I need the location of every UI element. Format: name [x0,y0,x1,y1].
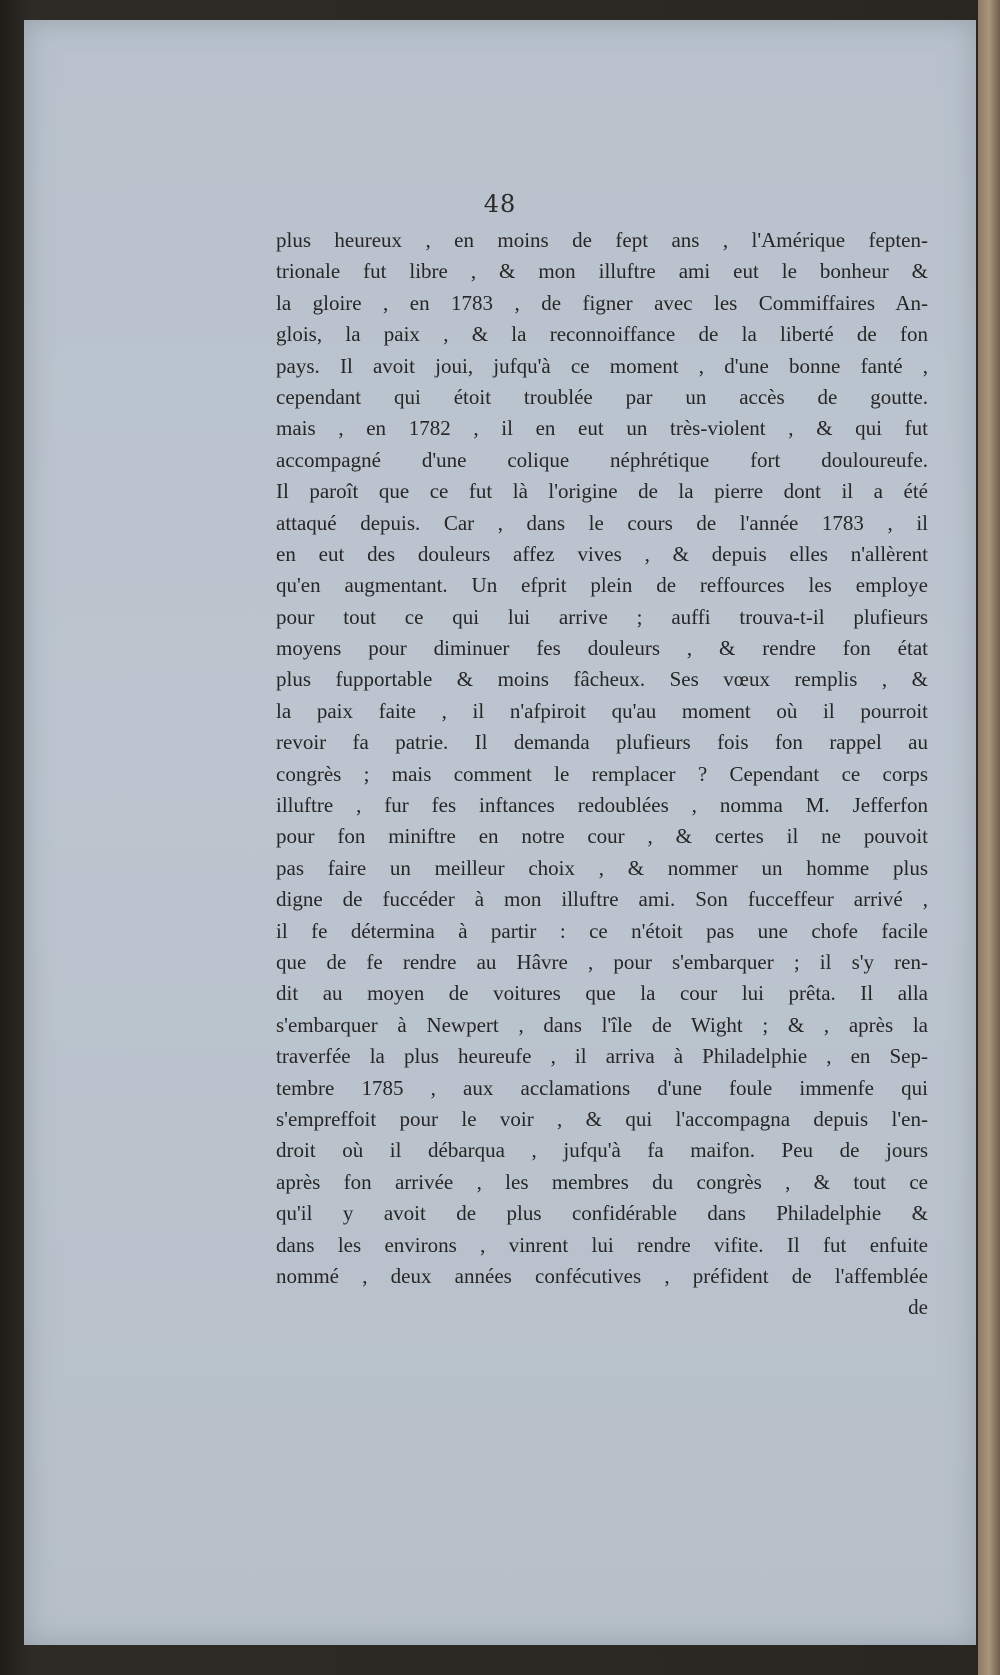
catchword: de [908,1295,928,1320]
text-line: s'embarquer à Newpert , dans l'île de Wight ; & , après la [276,1012,928,1037]
text-line: glois, la paix , & la reconnoiffance de la liberté de fon [276,322,928,347]
text-line: nommé , deux années confécutives , préfident de l'affemblée [276,1263,928,1288]
text-line: trionale fut libre , & mon illuftre ami eut le bonheur & [276,259,928,284]
text-line: pour fon miniftre en notre cour , & certes il ne pouvoit [276,824,928,849]
text-line: attaqué depuis. Car , dans le cours de l'année 1783 , il [276,510,928,535]
text-line: droit où il débarqua , jufqu'à fa maifon. Peu de jours [276,1138,928,1163]
text-line: que de fe rendre au Hâvre , pour s'embarquer ; il s'y ren- [276,949,928,974]
text-line: la paix faite , il n'afpiroit qu'au moment où il pourroit [276,698,928,723]
text-line: cependant qui étoit troublée par un accès de goutte. [276,384,928,409]
text-line: plus fupportable & moins fâcheux. Ses vœux remplis , & [276,667,928,692]
text-line: accompagné d'une colique néphrétique fort douloureufe. [276,447,928,472]
page-number: 48 [483,190,517,218]
text-line: plus heureux , en moins de fept ans , l'Amérique fepten- [276,228,928,252]
text-line: moyens pour diminuer fes douleurs , & rendre fon état [276,636,928,661]
text-line: revoir fa patrie. Il demanda plufieurs fois fon rappel au [276,730,928,755]
text-line: s'empreffoit pour le voir , & qui l'accompagna depuis l'en- [276,1106,928,1131]
text-line: Il paroît que ce fut là l'origine de la pierre dont il a été [276,479,928,504]
text-line: digne de fuccéder à mon illuftre ami. Son fucceffeur arrivé , [276,887,928,912]
text-line: dans les environs , vinrent lui rendre vifite. Il fut enfuite [276,1232,928,1257]
text-line: mais , en 1782 , il en eut un très-violent , & qui fut [276,416,928,441]
text-line: illuftre , fur fes inftances redoublées , nomma M. Jefferfon [276,793,928,818]
adjacent-page-edge [978,0,1000,1675]
text-line: il fe détermina à partir : ce n'étoit pas une chofe facile [276,918,928,943]
text-line: pays. Il avoit joui, jufqu'à ce moment , d'une bonne fanté , [276,353,928,378]
text-line: la gloire , en 1783 , de figner avec les Commiffaires An- [276,290,928,315]
text-line: dit au moyen de voitures que la cour lui prêta. Il alla [276,981,928,1006]
text-line: qu'il y avoit de plus confidérable dans Philadelphie & [276,1201,928,1226]
text-line: en eut des douleurs affez vives , & depuis elles n'allèrent [276,541,928,566]
book-page [24,20,976,1645]
text-line: après fon arrivée , les membres du congrès , & tout ce [276,1169,928,1194]
text-line: pour tout ce qui lui arrive ; auffi trouva-t-il plufieurs [276,604,928,629]
text-line: tembre 1785 , aux acclamations d'une foule immenfe qui [276,1075,928,1100]
body-text [276,225,928,1324]
text-line: pas faire un meilleur choix , & nommer un homme plus [276,855,928,880]
text-line: traverfée la plus heureufe , il arriva à Philadelphie , en Sep- [276,1044,928,1069]
text-line: congrès ; mais comment le remplacer ? Cependant ce corps [276,761,928,786]
text-line: qu'en augmentant. Un efprit plein de reffources les employe [276,573,928,598]
